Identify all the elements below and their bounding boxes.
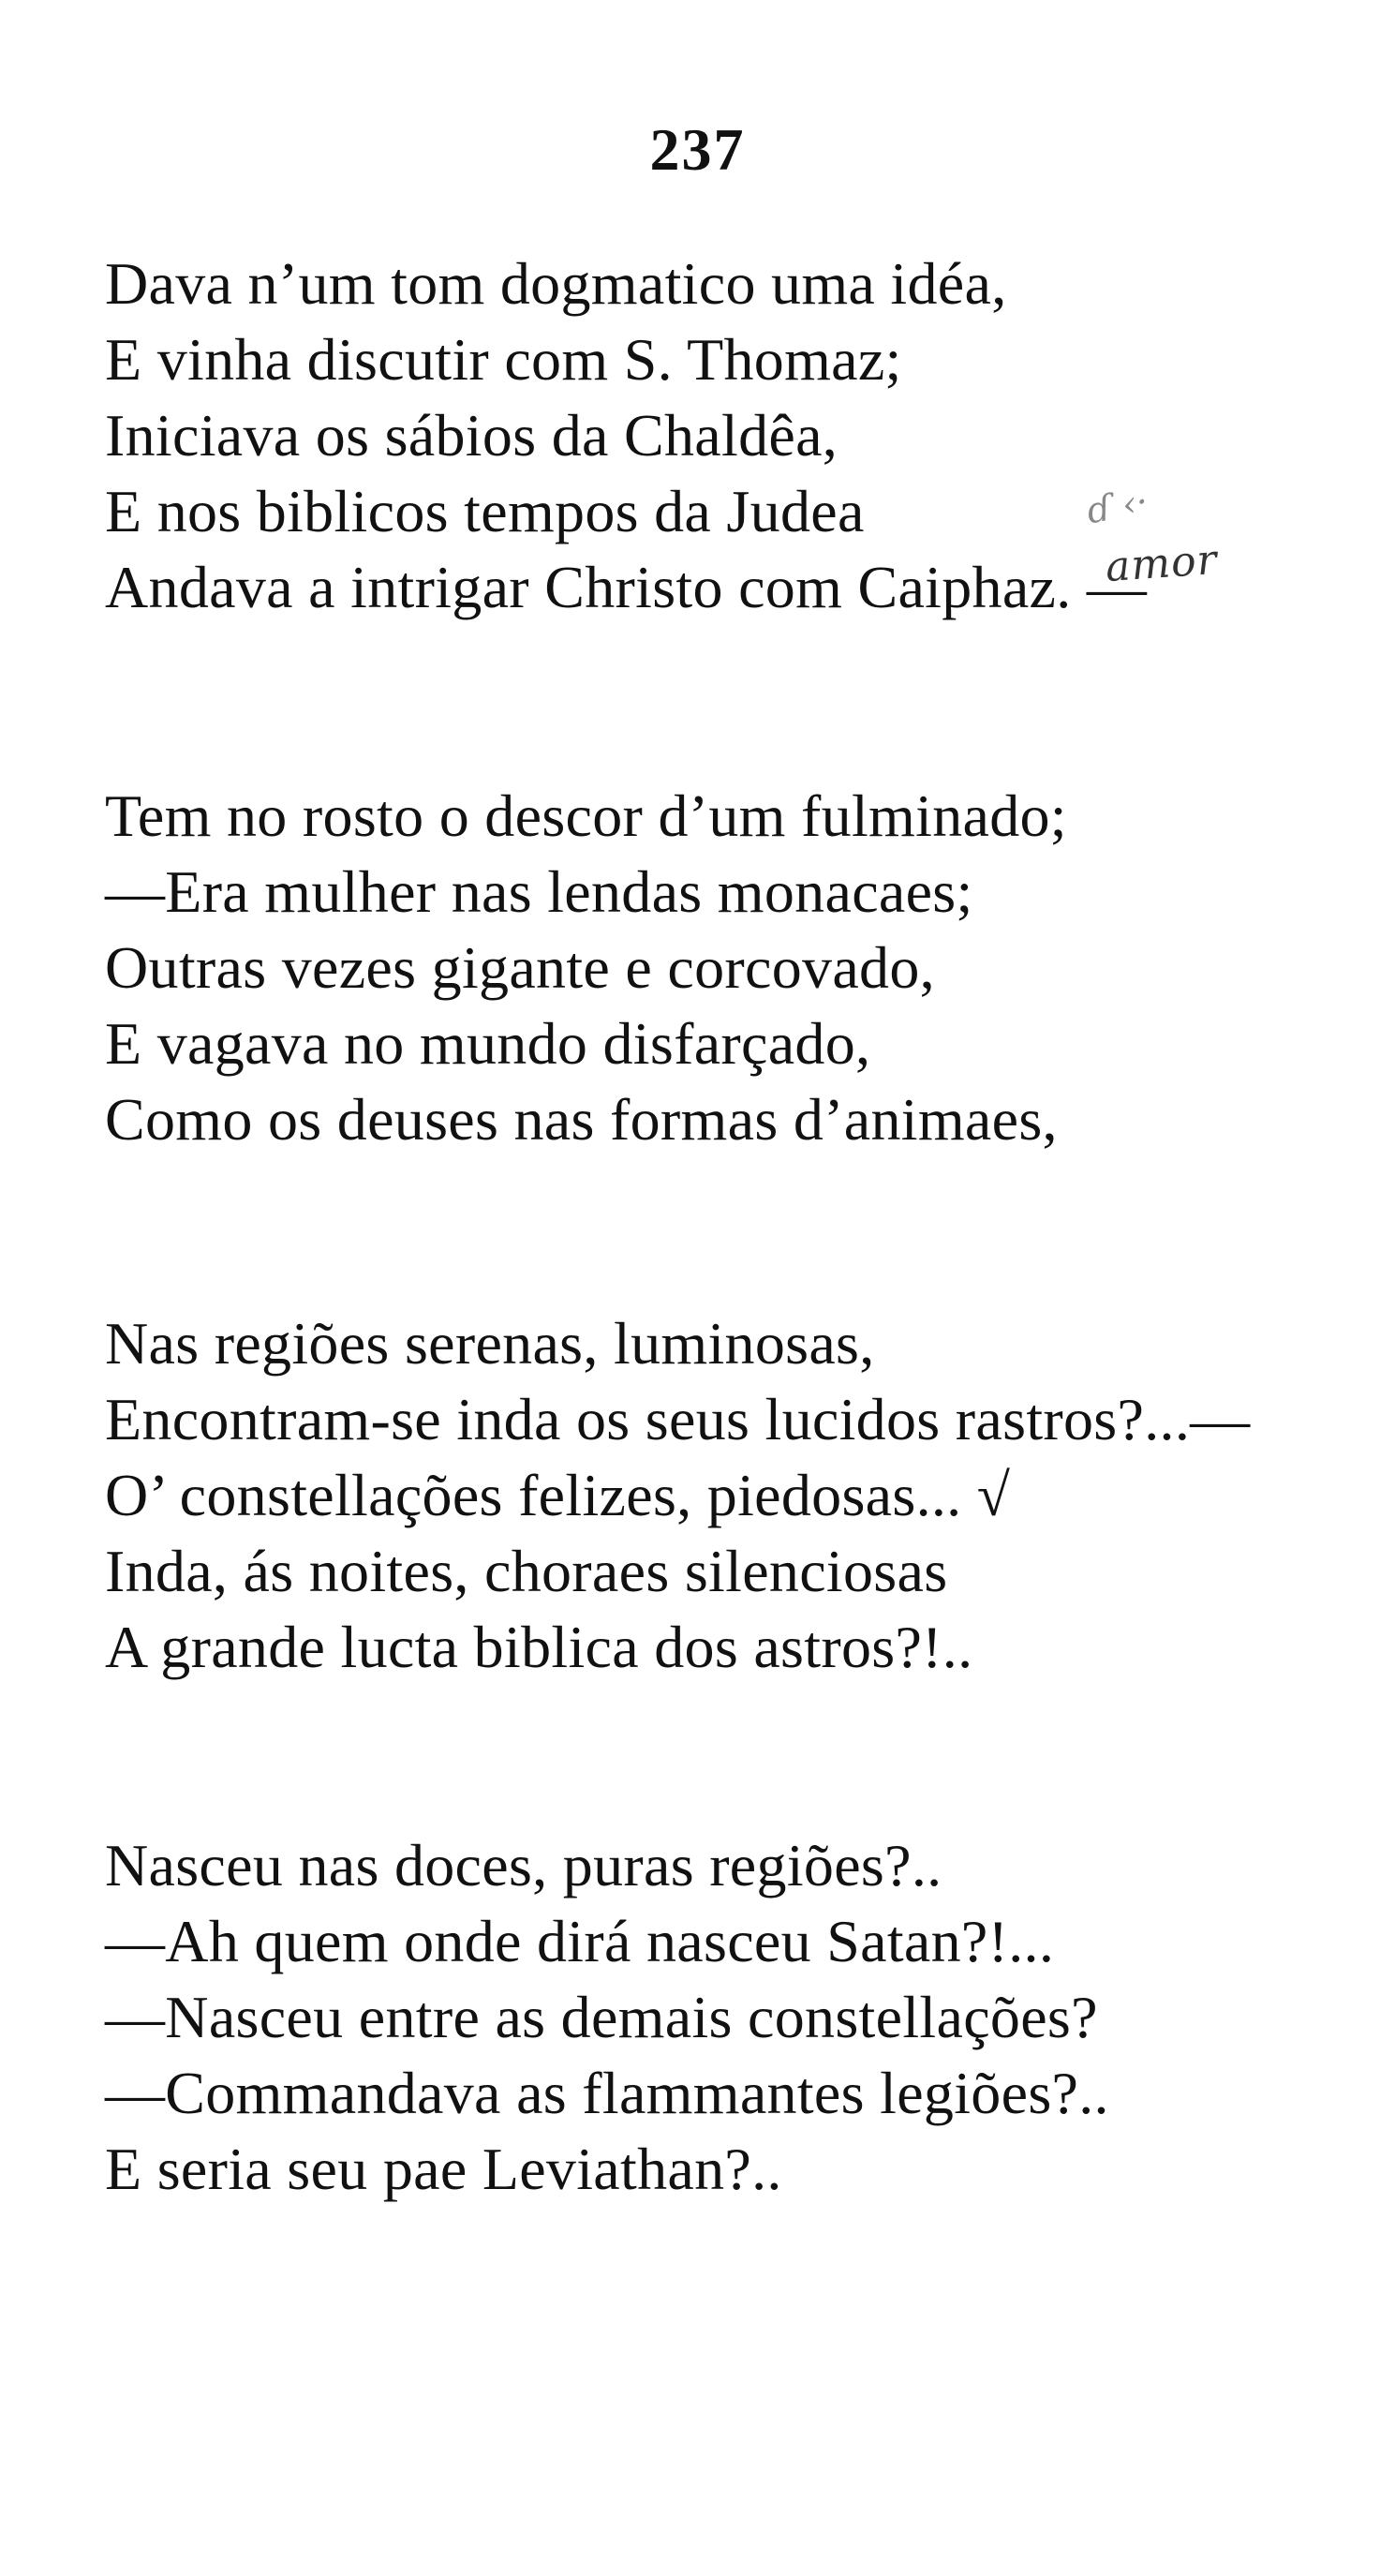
handwritten-margin-note: amor: [1104, 535, 1220, 592]
stanza-3: [105, 1305, 1351, 1685]
stanza-2: [105, 778, 1351, 1157]
verse-line: Como os deuses nas formas d’animaes,: [105, 1086, 1058, 1153]
verse-line: —Era mulher nas lendas monacaes;: [105, 858, 973, 925]
verse-line: O’ constellações felizes, piedosas... √: [105, 1462, 1011, 1528]
verse-line: Andava a intrigar Christo com Caiphaz. —: [105, 554, 1148, 620]
verse-line: E vinha discutir com S. Thomaz;: [105, 326, 902, 393]
verse-line: Inda, ás noites, choraes silenciosas: [105, 1538, 948, 1604]
verse-line: Iniciava os sábios da Chaldêa,: [105, 402, 838, 469]
verse-line: E seria seu pae Leviathan?..: [105, 2136, 782, 2202]
verse-line: —Commandava as flammantes legiões?..: [105, 2060, 1109, 2126]
verse-line: A grande lucta biblica dos astros?!..: [105, 1614, 973, 1680]
handwritten-mark: ɗ ‹·: [1083, 480, 1151, 532]
verse-line: Nasceu nas doces, puras regiões?..: [105, 1832, 942, 1898]
verse-line: Encontram-se inda os seus lucidos rastros?...—: [105, 1386, 1251, 1452]
verse-line: E nos biblicos tempos da Judea: [105, 478, 865, 544]
verse-line: Nas regiões serenas, luminosas,: [105, 1310, 875, 1377]
verse-line: Dava n’um tom dogmatico uma idéa,: [105, 250, 1007, 317]
stanza-4: [105, 1827, 1351, 2207]
verse-line: Outras vezes gigante e corcovado,: [105, 934, 935, 1001]
verse-line: —Nasceu entre as demais constellações?: [105, 1984, 1098, 2050]
verse-line: Tem no rosto o descor d’um fulminado;: [105, 782, 1067, 849]
verse-line: —Ah quem onde dirá nasceu Satan?!...: [105, 1908, 1055, 1974]
page-number: 237: [649, 116, 746, 183]
verse-line: E vagava no mundo disfarçado,: [105, 1010, 871, 1077]
